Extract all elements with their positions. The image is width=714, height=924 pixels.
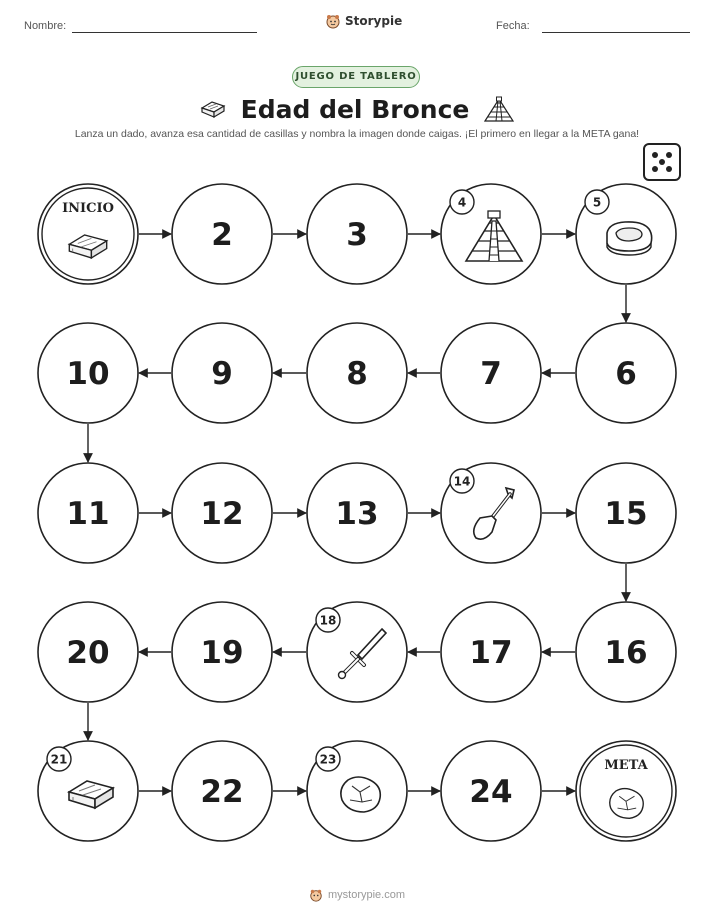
page-title: Edad del Bronce xyxy=(240,94,470,124)
board-cell-19 xyxy=(172,602,272,702)
footer-url: mystorypie.com xyxy=(327,889,406,901)
cell-number: 10 xyxy=(66,356,110,392)
cell-number: 18 xyxy=(319,613,337,628)
cell-number: 2 xyxy=(211,217,233,253)
cell-number: 17 xyxy=(469,635,513,671)
date-label: Fecha: xyxy=(496,20,530,32)
brand-name: Storypie xyxy=(345,14,403,28)
board-cell-8 xyxy=(307,323,407,423)
board-cell-3 xyxy=(307,184,407,284)
board-cell-10 xyxy=(38,323,138,423)
cell-number: 22 xyxy=(200,774,244,810)
board-cell-12 xyxy=(172,463,272,563)
name-label: Nombre: xyxy=(24,20,67,32)
cell-number: 7 xyxy=(480,356,502,392)
cell-number: 4 xyxy=(457,195,467,210)
board-cell-20 xyxy=(38,602,138,702)
board-cell-13 xyxy=(307,463,407,563)
cell-number: 15 xyxy=(604,496,648,532)
cell-number: 12 xyxy=(200,496,244,532)
board-cell-14 xyxy=(441,463,541,563)
game-type-badge: JUEGO DE TABLERO xyxy=(292,66,420,88)
board-cell-23 xyxy=(307,741,407,841)
board-cell-25 xyxy=(576,741,676,841)
board-cell-18 xyxy=(307,602,407,702)
board-cell-9 xyxy=(172,323,272,423)
footer xyxy=(0,888,714,902)
board-cell-11 xyxy=(38,463,138,563)
cell-number: 20 xyxy=(66,635,110,671)
board-cell-21 xyxy=(38,741,138,841)
cell-number: 19 xyxy=(200,635,244,671)
start-label: INICIO xyxy=(62,201,114,216)
instructions-text: Lanza un dado, avanza esa cantidad de casillas y nombra la imagen donde caigas. ¡El primero en llegar a la META gana! xyxy=(74,128,640,140)
board-cell-4 xyxy=(441,184,541,284)
cell-number: 14 xyxy=(453,474,471,489)
cell-number: 16 xyxy=(604,635,648,671)
board-cell-15 xyxy=(576,463,676,563)
cell-number: 8 xyxy=(346,356,368,392)
storypie-mascot-icon xyxy=(309,888,323,902)
board-cell-7 xyxy=(441,323,541,423)
cell-number: 6 xyxy=(615,356,637,392)
board-cell-1 xyxy=(38,184,138,284)
board-cell-22 xyxy=(172,741,272,841)
goal-label: META xyxy=(604,758,648,773)
cell-number: 5 xyxy=(592,195,602,210)
board-cell-16 xyxy=(576,602,676,702)
ore-rock-icon xyxy=(610,789,644,819)
cell-number: 9 xyxy=(211,356,233,392)
cell-circle xyxy=(38,184,138,284)
board-cell-24 xyxy=(441,741,541,841)
board-cell-5 xyxy=(576,184,676,284)
cell-number: 11 xyxy=(66,496,110,532)
board-cell-2 xyxy=(172,184,272,284)
cell-number: 3 xyxy=(346,217,368,253)
cell-number: 13 xyxy=(335,496,379,532)
board-cell-6 xyxy=(576,323,676,423)
cell-number: 23 xyxy=(319,752,337,767)
ore-rock-icon xyxy=(341,777,380,812)
board-cell-17 xyxy=(441,602,541,702)
cell-number: 21 xyxy=(50,752,68,767)
cell-number: 24 xyxy=(469,774,513,810)
